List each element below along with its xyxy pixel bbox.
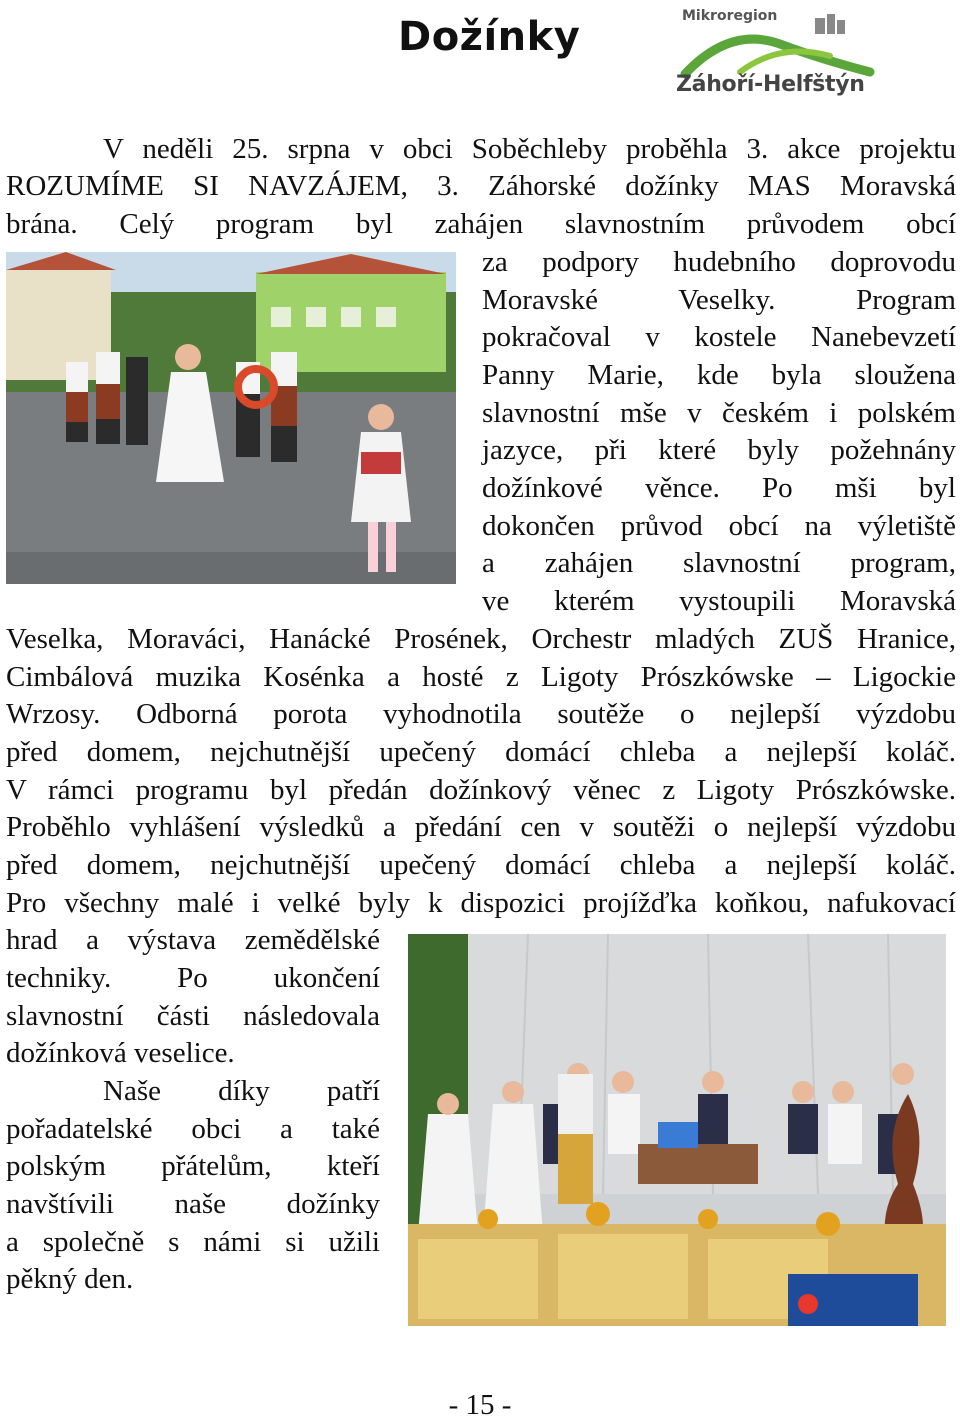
text-line: V rámci programu byl předán dožínkový věnec z Ligoty Prószkówske. (6, 774, 956, 806)
text-line: před domem, nejchutnější upečený domácí chleba a nejlepší koláč. (6, 736, 956, 768)
stage-photo (408, 934, 946, 1326)
text-line: Panny Marie, kde byla sloužena (482, 359, 956, 391)
text-line: dožínkové věnce. Po mši byl (482, 472, 956, 504)
text-line: Pro všechny malé i velké byly k dispozici projížďka koňkou, nafukovací (6, 887, 956, 919)
text-line: Wrzosy. Odborná porota vyhodnotila soutěže o nejlepší výzdobu (6, 698, 956, 730)
text-line: pěkný den. (6, 1263, 134, 1295)
text-line: slavnostní mše v českém i polském (482, 397, 956, 429)
text-line: slavnostní části následovala (6, 1000, 380, 1032)
text-line: techniky. Po ukončení (6, 962, 380, 994)
text-line: brána. Celý program byl zahájen slavnostním průvodem obcí (6, 208, 956, 240)
text-line: pořadatelské obci a také (6, 1113, 380, 1145)
text-line: pokračoval v kostele Nanebevzetí (482, 321, 956, 353)
text-line: Moravské Veselky. Program (482, 284, 956, 316)
mikroregion-logo (670, 4, 880, 104)
page-number: - 15 - (448, 1389, 512, 1421)
text-line: Proběhlo vyhlášení výsledků a předání cen v soutěži o nejlepší výzdobu (6, 811, 956, 843)
text-line: Veselka, Moraváci, Hanácké Prosének, Orchestr mladých ZUŠ Hranice, (6, 623, 956, 655)
text-line: dožínková veselice. (6, 1037, 235, 1069)
parade-photo (6, 252, 456, 584)
text-line: navštívili naše dožínky (6, 1188, 380, 1220)
text-line: a zahájen slavnostní program, (482, 547, 956, 579)
text-line: polským přátelům, kteří (6, 1150, 380, 1182)
text-line: dokončen průvod obcí na výletiště (482, 510, 956, 542)
text-line: ve kterém vystoupili Moravská (482, 585, 956, 617)
logo-top-text: Mikroregion (682, 8, 778, 24)
logo-bottom-text: Záhoří-Helfštýn (676, 72, 865, 97)
text-line: a společně s námi si užili (6, 1226, 380, 1258)
text-line: hrad a výstava zemědělské (6, 924, 380, 956)
text-line: ROZUMÍME SI NAVZÁJEM, 3. Záhorské dožínky MAS Moravská (6, 170, 956, 202)
text-line: před domem, nejchutnější upečený domácí chleba a nejlepší koláč. (6, 849, 956, 881)
text-line: Cimbálová muzika Kosénka a hosté z Ligoty Prószkówske – Ligockie (6, 661, 956, 693)
text-line: Naše díky patří (103, 1075, 380, 1107)
text-line: V neděli 25. srpna v obci Soběchleby proběhla 3. akce projektu (103, 133, 956, 165)
text-line: jazyce, při které byly požehnány (482, 434, 956, 466)
text-line: za podpory hudebního doprovodu (482, 246, 956, 278)
page-title: Dožínky (398, 14, 581, 60)
